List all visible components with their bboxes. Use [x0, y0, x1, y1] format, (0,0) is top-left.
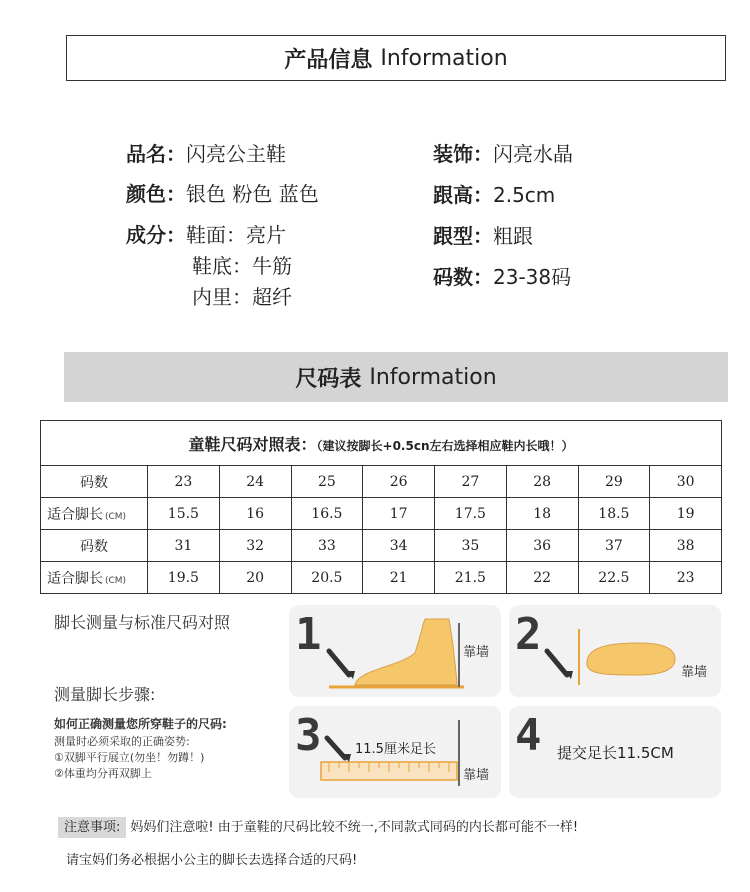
step-number: 4	[515, 710, 542, 761]
how-title: 如何正确测量您所穿鞋子的尺码:	[54, 717, 227, 731]
table-header-row	[41, 421, 722, 466]
size-chart-title	[64, 352, 728, 402]
length-cell: 21.5	[435, 562, 507, 594]
step-number: 3	[295, 710, 322, 761]
wall-label: 靠墙	[463, 645, 490, 660]
length-cell: 20	[219, 562, 291, 594]
length-cell: 17	[363, 498, 435, 530]
size-cell: 32	[219, 530, 291, 562]
how-line: 测量时必须采取的正确姿势:	[54, 735, 190, 748]
info-row-name: 品名：闪亮公主鞋	[126, 142, 286, 166]
size-cell: 34	[363, 530, 435, 562]
length-cell: 18.5	[578, 498, 650, 530]
step-number: 1	[295, 609, 322, 660]
info-row-lining: 内里：超纤	[192, 285, 292, 309]
length-label: 11.5厘米足长	[355, 742, 436, 757]
size-cell: 25	[291, 466, 363, 498]
table-row	[41, 562, 722, 594]
size-cell: 37	[578, 530, 650, 562]
length-cell: 23	[650, 562, 722, 594]
size-cell: 24	[219, 466, 291, 498]
how-to-measure	[54, 716, 227, 782]
row-label-size: 码数	[41, 530, 148, 562]
band-title-en: Information	[369, 364, 497, 390]
info-row-heel-type: 跟型：粗跟	[433, 224, 533, 248]
row-label-size: 码数	[41, 466, 148, 498]
size-cell: 35	[435, 530, 507, 562]
submit-length-label: 提交足长11.5CM	[557, 744, 674, 762]
foot-top-illustration	[509, 605, 721, 697]
size-cell: 33	[291, 530, 363, 562]
info-row-color: 颜色：银色 粉色 蓝色	[126, 182, 319, 206]
size-cell: 30	[650, 466, 722, 498]
length-cell: 18	[506, 498, 578, 530]
steps-title: 测量脚长步骤:	[54, 685, 156, 704]
length-cell: 15.5	[148, 498, 220, 530]
info-row-heel-height: 跟高：2.5cm	[433, 183, 556, 207]
length-cell: 21	[363, 562, 435, 594]
info-row-sole: 鞋底：牛筋	[192, 254, 292, 278]
info-left	[126, 134, 319, 313]
size-cell: 31	[148, 530, 220, 562]
size-cell: 28	[506, 466, 578, 498]
how-line: ①双脚平行展立(勿坐！勿蹲！)	[54, 751, 205, 764]
info-right	[433, 134, 573, 298]
row-label-length: 适合脚长 (CM)	[41, 498, 148, 530]
info-row-decoration: 装饰：闪亮水晶	[433, 142, 573, 166]
info-row-sizes: 码数：23-38码	[433, 265, 572, 289]
length-cell: 20.5	[291, 562, 363, 594]
length-cell: 19	[650, 498, 722, 530]
wall-label: 靠墙	[681, 665, 708, 680]
size-cell: 29	[578, 466, 650, 498]
how-line: ②体重均分再双脚上	[54, 767, 152, 780]
size-cell: 23	[148, 466, 220, 498]
length-cell: 16.5	[291, 498, 363, 530]
product-info-title	[66, 35, 726, 81]
notice-line-1	[58, 816, 578, 835]
step-number: 2	[515, 609, 542, 660]
step-card-1	[289, 605, 501, 697]
length-cell: 17.5	[435, 498, 507, 530]
size-cell: 36	[506, 530, 578, 562]
notice-line-2: 请宝妈们务必根据小公主的脚长去选择合适的尺码!	[66, 853, 358, 868]
title-en: Information	[380, 45, 508, 71]
size-cell: 38	[650, 530, 722, 562]
step-card-4	[509, 706, 721, 798]
length-cell: 19.5	[148, 562, 220, 594]
table-row	[41, 498, 722, 530]
wall-label: 靠墙	[463, 768, 490, 783]
size-cell: 26	[363, 466, 435, 498]
band-title-cn: 尺码表	[295, 366, 362, 392]
step-card-2	[509, 605, 721, 697]
table-row	[41, 530, 722, 562]
length-cell: 22	[506, 562, 578, 594]
step-card-3	[289, 706, 501, 798]
row-label-length: 适合脚长 (CM)	[41, 562, 148, 594]
title-cn: 产品信息	[284, 47, 373, 73]
measure-title: 脚长测量与标准尺码对照	[54, 613, 231, 632]
size-cell: 27	[435, 466, 507, 498]
length-cell: 22.5	[578, 562, 650, 594]
notice-tag: 注意事项:	[58, 817, 126, 838]
size-table	[40, 420, 722, 594]
table-header: 童鞋尺码对照表：（建议按脚长+0.5cn左右选择相应鞋内长哦！）	[41, 421, 722, 466]
table-row	[41, 466, 722, 498]
length-cell: 16	[219, 498, 291, 530]
info-row-material: 成分：鞋面：亮片	[126, 223, 286, 247]
notice-text: 妈妈们注意啦! 由于童鞋的尺码比较不统一,不同款式同码的内长都可能不一样!	[130, 820, 579, 835]
